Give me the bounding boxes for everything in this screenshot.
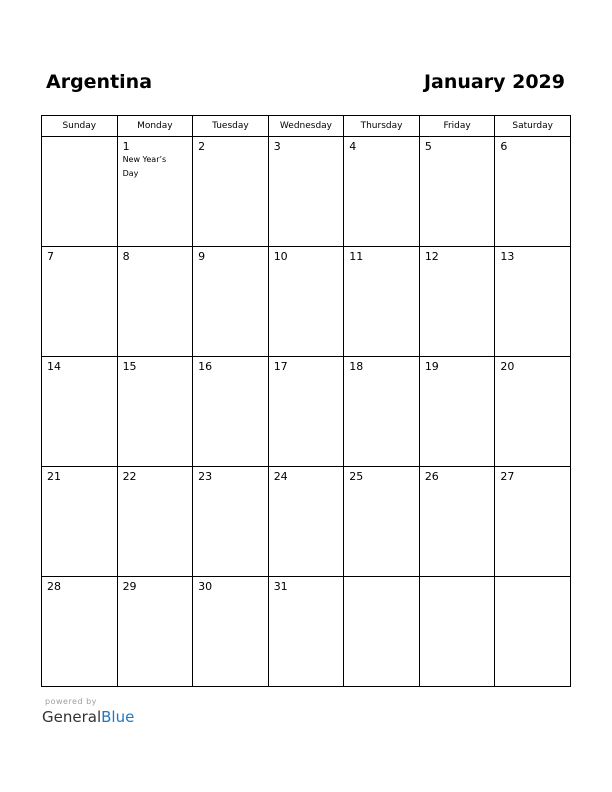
day-cell: [268, 357, 344, 467]
day-cell: [495, 137, 571, 247]
day-number: 16: [198, 360, 213, 373]
day-number: 1: [122, 140, 130, 153]
day-cell: [495, 577, 571, 687]
day-cell: [268, 467, 344, 577]
day-cell: [193, 577, 269, 687]
weekday-header: Wednesday: [268, 116, 344, 137]
day-number: 25: [349, 470, 364, 483]
day-cell: [117, 467, 193, 577]
powered-by-label: powered by: [45, 697, 97, 706]
day-number: 30: [198, 580, 213, 593]
day-number: 7: [47, 250, 54, 263]
day-cell: [193, 357, 269, 467]
month-title: January 2029: [423, 71, 565, 93]
weekday-header: Sunday: [42, 116, 118, 137]
day-cell: [117, 137, 193, 247]
brand-part-general: General: [42, 708, 102, 726]
day-cell: [344, 357, 420, 467]
country-title: Argentina: [46, 71, 153, 93]
day-cell: [42, 467, 118, 577]
day-number: 31: [273, 580, 288, 593]
weekday-header: Saturday: [495, 116, 571, 137]
weekday-header-row: [42, 116, 571, 137]
day-number: 5: [424, 140, 432, 153]
day-number: 8: [122, 250, 130, 263]
day-cell: [42, 577, 118, 687]
day-cell: [193, 247, 269, 357]
weekday-header: Tuesday: [193, 116, 269, 137]
day-number: 13: [500, 250, 515, 263]
day-number: 4: [349, 140, 357, 153]
week-row: [42, 357, 571, 467]
day-number: 2: [198, 140, 206, 153]
day-cell: [419, 467, 495, 577]
day-number: 10: [273, 250, 288, 263]
day-cell: [268, 247, 344, 357]
day-cell: [117, 247, 193, 357]
day-cell: [419, 137, 495, 247]
day-number: 6: [500, 140, 508, 153]
day-cell: [117, 577, 193, 687]
day-number: 20: [500, 360, 515, 373]
day-cell: [419, 247, 495, 357]
week-row: [42, 577, 571, 687]
day-number: 26: [424, 470, 439, 483]
day-cell: [42, 137, 118, 247]
day-cell: [344, 137, 420, 247]
day-number: 24: [273, 470, 288, 483]
brand-part-blue: Blue: [101, 708, 135, 726]
day-number: 21: [47, 470, 61, 483]
day-number: 9: [198, 250, 206, 263]
day-cell: [268, 577, 344, 687]
day-cell: [344, 247, 420, 357]
day-number: 18: [349, 360, 364, 373]
day-number: 28: [47, 580, 61, 593]
day-number: 11: [349, 250, 364, 263]
calendar-grid: [41, 115, 571, 687]
day-cell: [193, 137, 269, 247]
day-number: 23: [198, 470, 213, 483]
week-row: [42, 137, 571, 247]
day-cell: [495, 467, 571, 577]
day-number: 17: [273, 360, 288, 373]
day-number: 12: [424, 250, 439, 263]
day-cell: [268, 137, 344, 247]
day-cell: [495, 247, 571, 357]
day-cell: [42, 357, 118, 467]
day-number: 22: [122, 470, 137, 483]
weekday-header: Thursday: [344, 116, 420, 137]
day-cell: [193, 467, 269, 577]
week-row: [42, 467, 571, 577]
day-number: 19: [424, 360, 439, 373]
day-number: 14: [47, 360, 61, 373]
holiday-label: New Year’s Day: [122, 155, 167, 178]
day-number: 27: [500, 470, 515, 483]
day-number: 29: [122, 580, 137, 593]
generalblue-logo[interactable]: [42, 708, 134, 726]
weekday-header: Monday: [117, 116, 193, 137]
day-number: 3: [273, 140, 281, 153]
day-cell: [419, 577, 495, 687]
weekday-header: Friday: [419, 116, 495, 137]
week-row: [42, 247, 571, 357]
day-cell: [42, 247, 118, 357]
day-cell: [344, 577, 420, 687]
day-cell: [344, 467, 420, 577]
day-cell: [117, 357, 193, 467]
day-number: 15: [122, 360, 137, 373]
day-cell: [495, 357, 571, 467]
day-cell: [419, 357, 495, 467]
